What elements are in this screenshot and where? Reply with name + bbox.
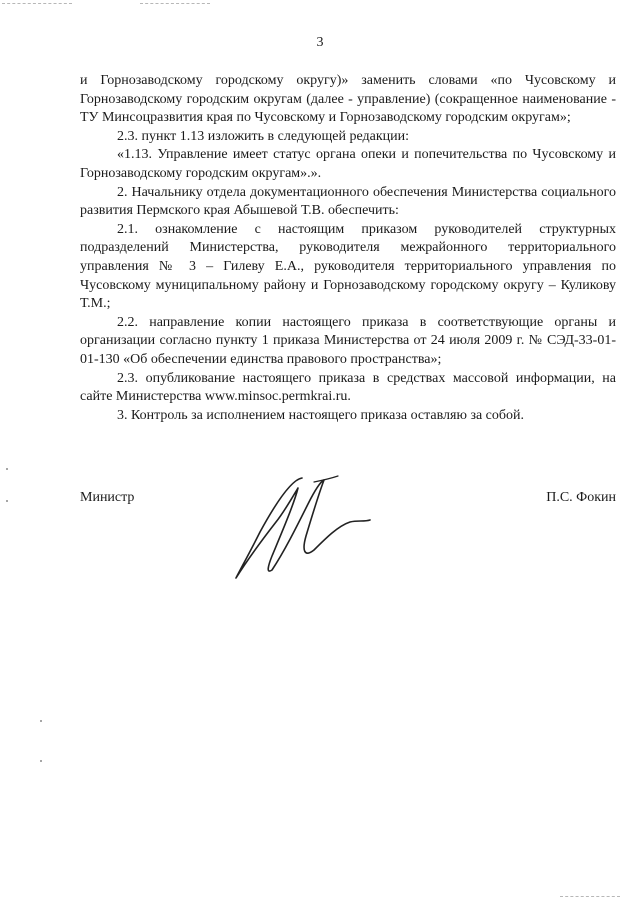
scan-artifact (6, 468, 8, 470)
paragraph-1-13: «1.13. Управление имеет статус органа опеки и попечительства по Чусовскому и Горнозаводскому городским округам».». (80, 147, 616, 181)
document-body (80, 72, 616, 425)
paragraph-item-3: 3. Контроль за исполнением настоящего приказа оставляю за собой. (117, 407, 525, 423)
handwritten-signature (232, 470, 382, 585)
paragraph-item-2-3: 2.3. опубликование настоящего приказа в средствах массовой информации, на сайте Министерства www.minsoc.permkrai.ru. (80, 370, 616, 405)
paragraph-item-2: 2. Начальнику отдела документационного обеспечения Министерства социального развития Пермского края Абышевой Т.В. обеспечить: (80, 184, 616, 219)
scan-artifact (40, 720, 42, 722)
scan-artifact (6, 500, 8, 502)
paragraph-item-2-2: 2.2. направление копии настоящего приказа в соответствующие органы и организации согласно пункту 1 приказа Министерства от 24 июля 2009 г. № СЭД-33-01-01-130 «Об обеспечении единства правового пространства»; (80, 314, 616, 367)
scan-artifact (2, 3, 72, 4)
signer-title: Министр (80, 490, 135, 505)
paragraph-item-2-1: 2.1. ознакомление с настоящим приказом руководителей структурных подразделений Министерства, руководителя межрайонного территориального управления № 3 – Гилеву Е.А., руководителя территориального управления по Чусовскому муниципальному району и Горнозаводскому городскому округу – Куликову Т.М.; (80, 221, 616, 312)
paragraph-2-3-intro: 2.3. пункт 1.13 изложить в следующей редакции: (117, 128, 409, 144)
paragraph-continuation: и Горнозаводскому городскому округу)» заменить словами «по Чусовскому и Горнозаводскому городским округам (далее - управление) (сокращенное наименование - ТУ Минсоцразвития края по Чусовскому и Горнозаводскому городским округам»; (80, 73, 616, 126)
signer-name: П.С. Фокин (546, 490, 616, 505)
page-number: 3 (316, 35, 324, 50)
scan-artifact (560, 896, 620, 897)
scan-artifact (40, 760, 42, 762)
scan-artifact (140, 3, 210, 4)
